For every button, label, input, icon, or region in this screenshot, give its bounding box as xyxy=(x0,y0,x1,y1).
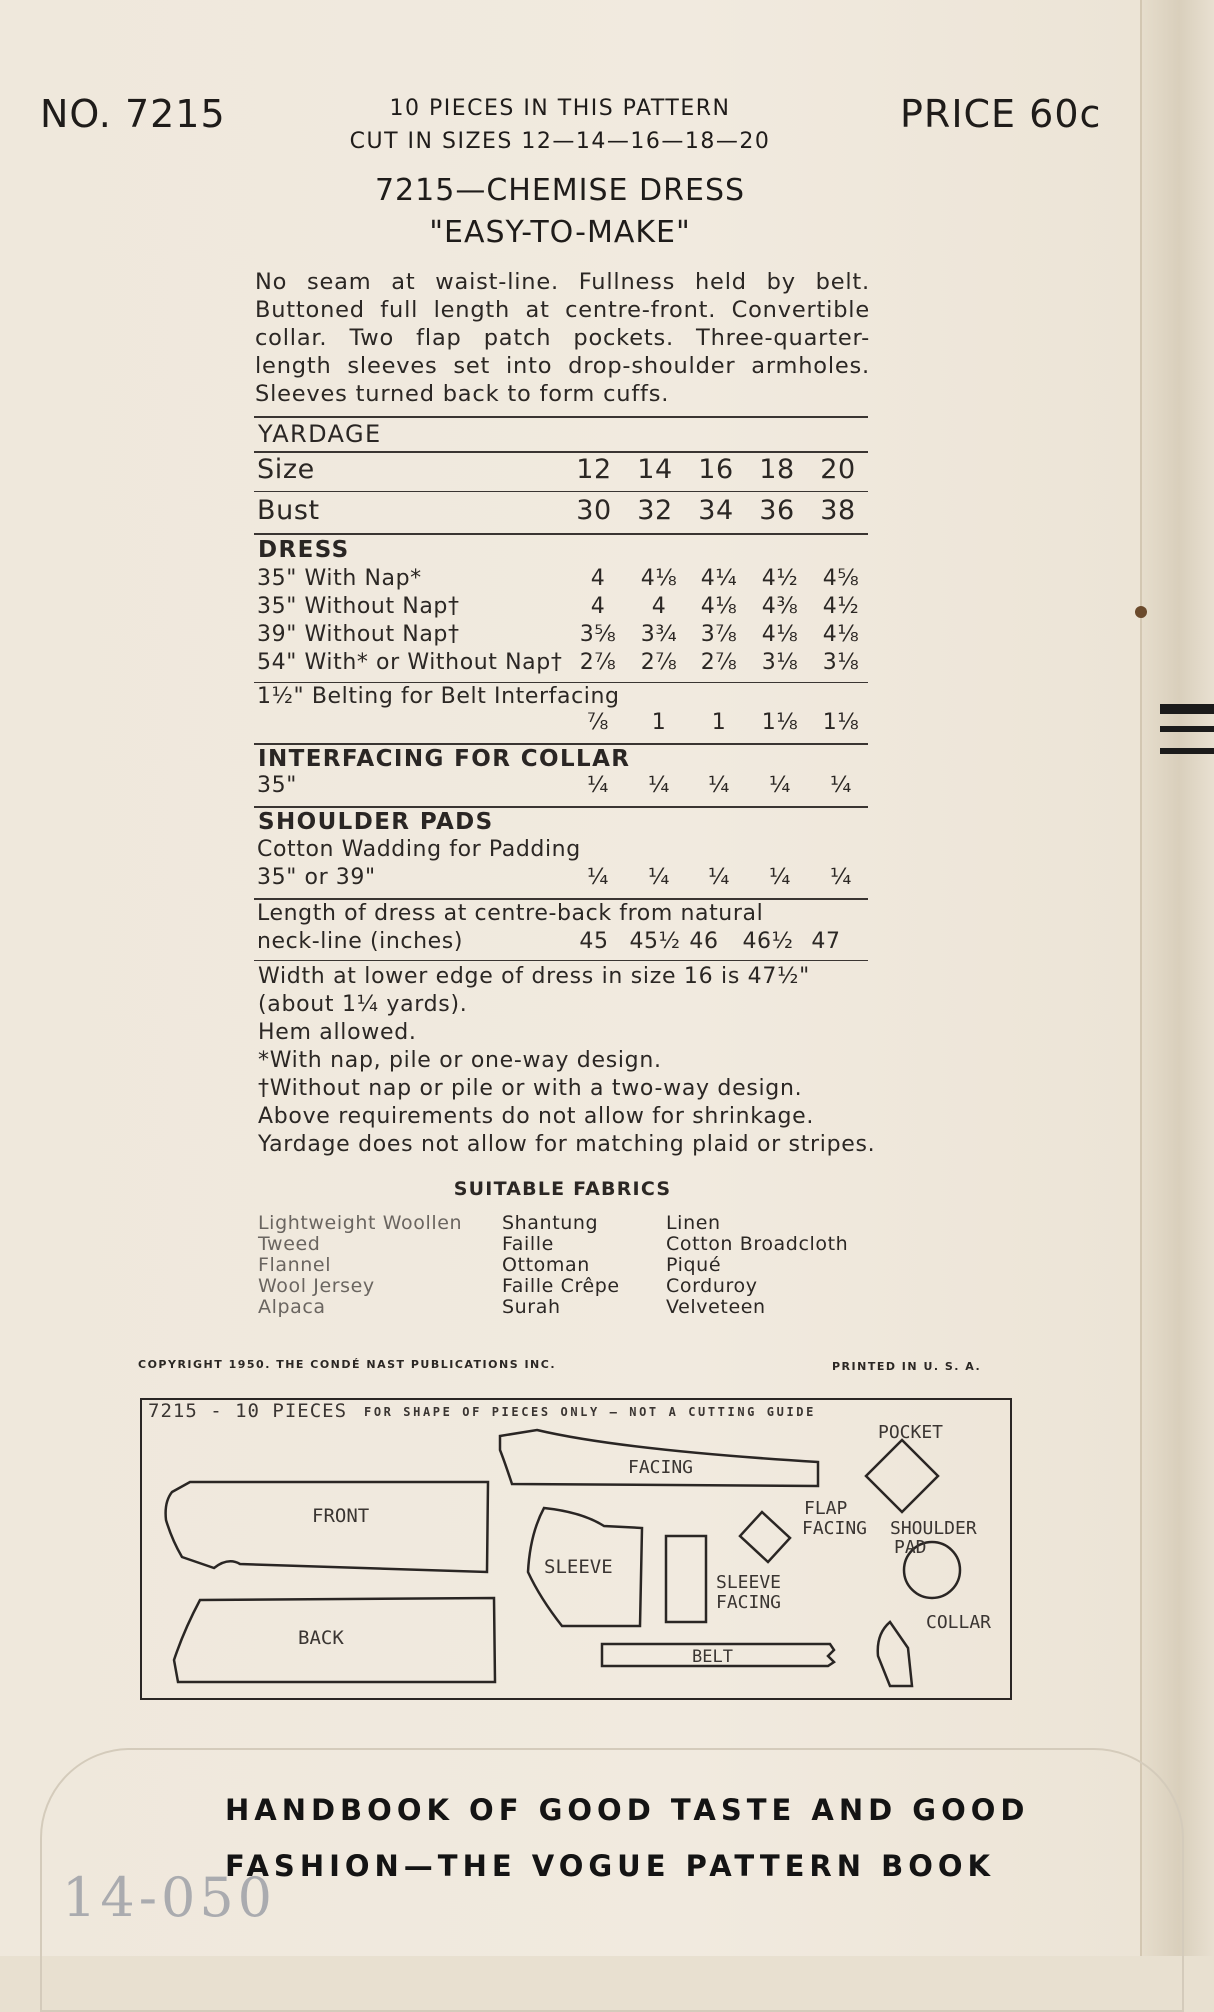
collar-label: COLLAR xyxy=(926,1612,992,1633)
fabric-item: Velveteen xyxy=(666,1296,766,1318)
dress-value: 3⅛ xyxy=(822,650,860,675)
divider xyxy=(254,451,868,453)
dress-row-label: 54" With* or Without Nap† xyxy=(257,650,563,675)
fabric-item: Faille Crêpe xyxy=(502,1275,620,1297)
collar-value: ¼ xyxy=(708,773,730,798)
collar-value: ¼ xyxy=(769,773,791,798)
fabric-item: Alpaca xyxy=(258,1296,326,1318)
fabric-item: Flannel xyxy=(258,1254,332,1276)
collar-value: ¼ xyxy=(587,773,609,798)
fabric-item: Piqué xyxy=(666,1254,722,1276)
edge-mark xyxy=(1160,748,1214,754)
dress-value: 4⅛ xyxy=(822,622,860,647)
dress-value: 4 xyxy=(590,566,606,591)
pads-value: ¼ xyxy=(769,865,791,890)
flap-facing-label: FACING xyxy=(802,1518,868,1539)
handbook-line: HANDBOOK OF GOOD TASTE AND GOOD xyxy=(225,1793,1030,1827)
handbook-advert xyxy=(225,1782,1029,1894)
sleeve-facing-label: SLEEVE xyxy=(716,1572,782,1593)
dress-value: 2⅞ xyxy=(579,650,617,675)
pads-value: ¼ xyxy=(708,865,730,890)
length-label: Length of dress at centre-back from natural xyxy=(257,901,764,926)
fabric-column xyxy=(666,1213,848,1318)
divider xyxy=(254,416,868,418)
belting-value: 1⅛ xyxy=(761,710,799,735)
divider xyxy=(254,743,868,745)
length-label: neck-line (inches) xyxy=(257,929,464,954)
edge-mark xyxy=(1160,704,1214,714)
front-piece xyxy=(166,1482,488,1572)
fabric-item: Faille xyxy=(502,1233,554,1255)
size-value: 16 xyxy=(698,454,734,485)
length-value: 46 xyxy=(689,929,719,954)
dress-row xyxy=(255,594,870,622)
fabric-item: Wool Jersey xyxy=(258,1275,375,1297)
belting-value: ⅞ xyxy=(587,710,609,735)
dress-value: 4¼ xyxy=(700,566,738,591)
divider xyxy=(254,960,868,961)
flap-facing-piece xyxy=(740,1512,790,1562)
pads-value: ¼ xyxy=(830,865,852,890)
shoulder-pad-label: SHOULDER xyxy=(890,1518,977,1539)
fabric-item: Linen xyxy=(666,1212,721,1234)
belt-label: BELT xyxy=(692,1647,733,1667)
collar-piece xyxy=(878,1622,912,1686)
edge-mark xyxy=(1160,726,1214,732)
dress-value: 3⅛ xyxy=(761,650,799,675)
pads-sub-label: Cotton Wadding for Padding xyxy=(257,837,581,862)
bust-value: 34 xyxy=(698,495,734,526)
pattern-title xyxy=(300,170,820,254)
fabric-item: Tweed xyxy=(258,1233,321,1255)
belting-value: 1 xyxy=(651,710,667,735)
divider xyxy=(254,898,868,900)
note-line: Above requirements do not allow for shrinkage. xyxy=(258,1104,815,1129)
description: No seam at waist-line. Fullness held by belt. Buttoned full length at centre-front. Convertible collar. Two flap patch pockets. Three-quarter-length sleeves set into drop-shoulder armholes. Sleeves turned back to form cuffs. xyxy=(255,269,870,407)
sizes-line: CUT IN SIZES 12—14—16—18—20 xyxy=(349,129,771,154)
dress-value: 4½ xyxy=(822,594,860,619)
subtitle-line: "EASY-TO-MAKE" xyxy=(429,215,691,250)
notes xyxy=(258,963,878,1159)
belting-value: 1⅛ xyxy=(822,710,860,735)
fabric-item: Ottoman xyxy=(502,1254,590,1276)
length-value: 47 xyxy=(811,929,841,954)
sleeve-label: SLEEVE xyxy=(544,1556,613,1578)
dress-value: 4⅛ xyxy=(700,594,738,619)
diagram-header-right: FOR SHAPE OF PIECES ONLY — NOT A CUTTING GUIDE xyxy=(364,1405,816,1419)
dress-value: 4 xyxy=(651,594,667,619)
title-line: 7215—CHEMISE DRESS xyxy=(374,173,746,208)
fabric-item: Corduroy xyxy=(666,1275,758,1297)
shoulder-pad-label: PAD xyxy=(894,1537,927,1558)
note-line: †Without nap or pile or with a two-way design. xyxy=(258,1076,803,1101)
length-value: 45½ xyxy=(629,929,681,954)
price: PRICE 60c xyxy=(900,92,1102,136)
bust-row xyxy=(255,495,870,526)
divider xyxy=(254,682,868,683)
size-label: Size xyxy=(257,454,315,485)
collar-heading: INTERFACING FOR COLLAR xyxy=(258,746,631,772)
dress-value: 3¾ xyxy=(640,622,678,647)
collar-value: ¼ xyxy=(830,773,852,798)
dress-row xyxy=(255,622,870,650)
fabric-column xyxy=(502,1213,620,1318)
collar-value: ¼ xyxy=(648,773,670,798)
fabric-column xyxy=(258,1213,462,1318)
pads-sub-row xyxy=(255,837,870,865)
fabric-item: Shantung xyxy=(502,1212,599,1234)
dress-value: 4⅛ xyxy=(640,566,678,591)
divider xyxy=(254,491,868,492)
pieces-info xyxy=(300,92,820,158)
dress-row-label: 39" Without Nap† xyxy=(257,622,460,647)
collar-label: 35" xyxy=(257,773,297,798)
note-line: Width at lower edge of dress in size 16 is 47½" xyxy=(258,964,810,989)
pieces-svg xyxy=(142,1400,1010,1698)
pocket-piece xyxy=(866,1440,938,1512)
dress-value: 2⅞ xyxy=(640,650,678,675)
front-label: FRONT xyxy=(312,1505,370,1527)
copyright: COPYRIGHT 1950. THE CONDÉ NAST PUBLICATIONS INC. xyxy=(138,1358,557,1371)
size-value: 18 xyxy=(759,454,795,485)
bust-value: 38 xyxy=(820,495,856,526)
bust-label: Bust xyxy=(257,495,320,526)
back-label: BACK xyxy=(298,1627,344,1649)
divider xyxy=(254,806,868,808)
belting-label: 1½" Belting for Belt Interfacing xyxy=(257,684,620,709)
diagram-header-left: 7215 - 10 PIECES xyxy=(148,1400,348,1422)
envelope-edge xyxy=(1140,0,1214,1956)
pattern-pieces-diagram xyxy=(140,1398,1012,1700)
fabric-item: Cotton Broadcloth xyxy=(666,1233,849,1255)
pencil-mark: 14-050 xyxy=(62,1866,277,1929)
dress-value: 4⅜ xyxy=(761,594,799,619)
note-line: *With nap, pile or one-way design. xyxy=(258,1048,662,1073)
pads-row xyxy=(255,865,870,893)
printed-in: PRINTED IN U. S. A. xyxy=(832,1360,982,1373)
dress-heading: DRESS xyxy=(258,537,350,563)
size-row xyxy=(255,454,870,485)
bust-value: 32 xyxy=(637,495,673,526)
bust-value: 36 xyxy=(759,495,795,526)
pads-value: ¼ xyxy=(587,865,609,890)
pads-heading: SHOULDER PADS xyxy=(258,809,494,835)
dress-value: 3⅝ xyxy=(579,622,617,647)
dress-value: 2⅞ xyxy=(700,650,738,675)
fabrics-heading: SUITABLE FABRICS xyxy=(453,1178,672,1200)
length-value: 45 xyxy=(579,929,609,954)
facing-label: FACING xyxy=(628,1457,694,1478)
stain-spot xyxy=(1135,606,1147,618)
size-value: 14 xyxy=(637,454,673,485)
size-value: 12 xyxy=(576,454,612,485)
pads-value: ¼ xyxy=(648,865,670,890)
pocket-label: POCKET xyxy=(878,1422,944,1443)
length-value: 46½ xyxy=(742,929,794,954)
dress-value: 4⅛ xyxy=(761,622,799,647)
sleeve-facing-piece xyxy=(666,1536,706,1622)
length-label-row xyxy=(255,901,870,929)
dress-row xyxy=(255,566,870,594)
sleeve-facing-label: FACING xyxy=(716,1592,782,1613)
collar-row xyxy=(255,773,870,801)
belting-row xyxy=(255,710,870,738)
dress-row-label: 35" Without Nap† xyxy=(257,594,460,619)
dress-value: 4⅝ xyxy=(822,566,860,591)
pieces-line: 10 PIECES IN THIS PATTERN xyxy=(389,96,731,121)
belting-value: 1 xyxy=(711,710,727,735)
belting-label-row xyxy=(255,684,870,712)
note-line: Hem allowed. xyxy=(258,1020,417,1045)
dress-row xyxy=(255,650,870,678)
note-line: Yardage does not allow for matching plaid or stripes. xyxy=(258,1132,876,1157)
bust-value: 30 xyxy=(576,495,612,526)
dress-value: 3⅞ xyxy=(700,622,738,647)
note-line: (about 1¼ yards). xyxy=(258,992,468,1017)
dress-value: 4 xyxy=(590,594,606,619)
size-value: 20 xyxy=(820,454,856,485)
dress-row-label: 35" With Nap* xyxy=(257,566,422,591)
dress-value: 4½ xyxy=(761,566,799,591)
length-row xyxy=(255,929,870,957)
fabric-item: Lightweight Woollen xyxy=(258,1212,463,1234)
divider xyxy=(254,533,868,535)
fabric-item: Surah xyxy=(502,1296,561,1318)
pads-label: 35" or 39" xyxy=(257,865,376,890)
yardage-heading: YARDAGE xyxy=(258,420,382,448)
pattern-number: NO. 7215 xyxy=(40,92,226,136)
handbook-line: FASHION—THE VOGUE PATTERN BOOK xyxy=(225,1849,996,1883)
flap-facing-label: FLAP xyxy=(804,1498,848,1519)
